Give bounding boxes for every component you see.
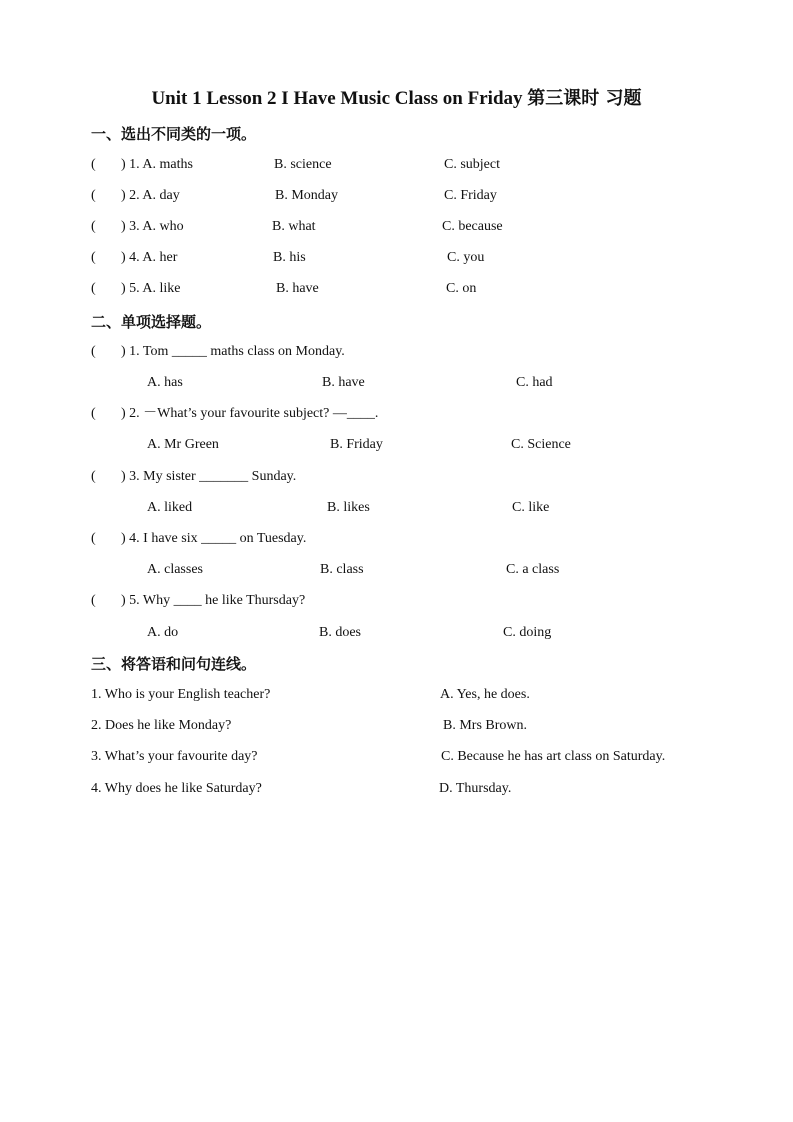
answer-blank-open: ( (91, 281, 96, 296)
section-3-pair-3 (0, 747, 793, 767)
option-b: B. his (273, 250, 306, 265)
section-2-options-5 (0, 623, 793, 643)
section-1-item-4 (0, 248, 793, 268)
item-stem: ) 3. A. who (121, 219, 184, 234)
option-c: C. doing (503, 625, 552, 640)
option-c: C. like (512, 500, 550, 515)
section-1-item-1 (0, 155, 793, 175)
option-b: B. what (272, 219, 316, 234)
section-1-item-3 (0, 217, 793, 237)
section-2-question-1 (0, 342, 793, 362)
option-b: B. Monday (275, 188, 338, 203)
page-title (0, 84, 793, 110)
section-2-question-3 (0, 467, 793, 487)
item-stem: ) 5. A. like (121, 281, 181, 296)
answer-blank-open: ( (91, 157, 96, 172)
match-question: 3. What’s your favourite day? (91, 749, 258, 764)
answer-blank-open: ( (91, 219, 96, 234)
answer-blank-open: ( (91, 469, 96, 484)
section-2-question-4 (0, 529, 793, 549)
section-2-options-4 (0, 560, 793, 580)
answer-blank-open: ( (91, 188, 96, 203)
option-b: B. class (320, 562, 364, 577)
section-1-item-5 (0, 279, 793, 299)
option-b: B. Friday (330, 437, 383, 452)
option-b: B. likes (327, 500, 370, 515)
match-answer: D. Thursday. (439, 781, 512, 796)
section-2-heading: 二、单项选择题。 (91, 313, 212, 331)
section-2-options-1 (0, 373, 793, 393)
section-3-heading: 三、将答语和问句连线。 (91, 655, 257, 673)
option-a: A. liked (147, 500, 193, 515)
option-b: B. science (274, 157, 332, 172)
title-chinese: 第三课时 习题 (527, 88, 642, 109)
match-question: 1. Who is your English teacher? (91, 687, 271, 702)
question-text: ) 5. Why ____ he like Thursday? (121, 593, 306, 608)
option-c: C. on (446, 281, 477, 296)
option-a: A. do (147, 625, 179, 640)
question-text: ) 4. I have six _____ on Tuesday. (121, 531, 307, 546)
match-answer: A. Yes, he does. (440, 687, 530, 702)
option-c: C. Science (511, 437, 571, 452)
answer-blank-open: ( (91, 406, 96, 421)
option-a: A. has (147, 375, 183, 390)
question-text: ) 2. －What’s your favourite subject? —____. (121, 406, 379, 421)
section-3-pair-4 (0, 779, 793, 799)
option-b: B. does (319, 625, 361, 640)
answer-blank-open: ( (91, 531, 96, 546)
option-c: C. a class (506, 562, 560, 577)
section-2-options-2 (0, 435, 793, 455)
section-3-pair-2 (0, 716, 793, 736)
match-question: 4. Why does he like Saturday? (91, 781, 262, 796)
option-c: C. had (516, 375, 553, 390)
item-stem: ) 4. A. her (121, 250, 178, 265)
option-b: B. have (276, 281, 319, 296)
option-c: C. subject (444, 157, 500, 172)
answer-blank-open: ( (91, 250, 96, 265)
match-question: 2. Does he like Monday? (91, 718, 232, 733)
option-a: A. Mr Green (147, 437, 219, 452)
question-text: ) 3. My sister _______ Sunday. (121, 469, 297, 484)
title-english: Unit 1 Lesson 2 I Have Music Class on Friday (151, 88, 523, 109)
question-text: ) 1. Tom _____ maths class on Monday. (121, 344, 345, 359)
section-2-options-3 (0, 498, 793, 518)
section-3-pair-1 (0, 685, 793, 705)
section-2-question-2 (0, 404, 793, 424)
option-a: A. classes (147, 562, 203, 577)
section-1-item-2 (0, 186, 793, 206)
section-2-question-5 (0, 591, 793, 611)
section-1-heading: 一、选出不同类的一项。 (91, 125, 257, 143)
match-answer: B. Mrs Brown. (443, 718, 528, 733)
match-answer: C. Because he has art class on Saturday. (441, 749, 666, 764)
option-b: B. have (322, 375, 365, 390)
answer-blank-open: ( (91, 344, 96, 359)
option-c: C. Friday (444, 188, 497, 203)
answer-blank-open: ( (91, 593, 96, 608)
item-stem: ) 1. A. maths (121, 157, 193, 172)
option-c: C. because (442, 219, 503, 234)
item-stem: ) 2. A. day (121, 188, 180, 203)
option-c: C. you (447, 250, 485, 265)
